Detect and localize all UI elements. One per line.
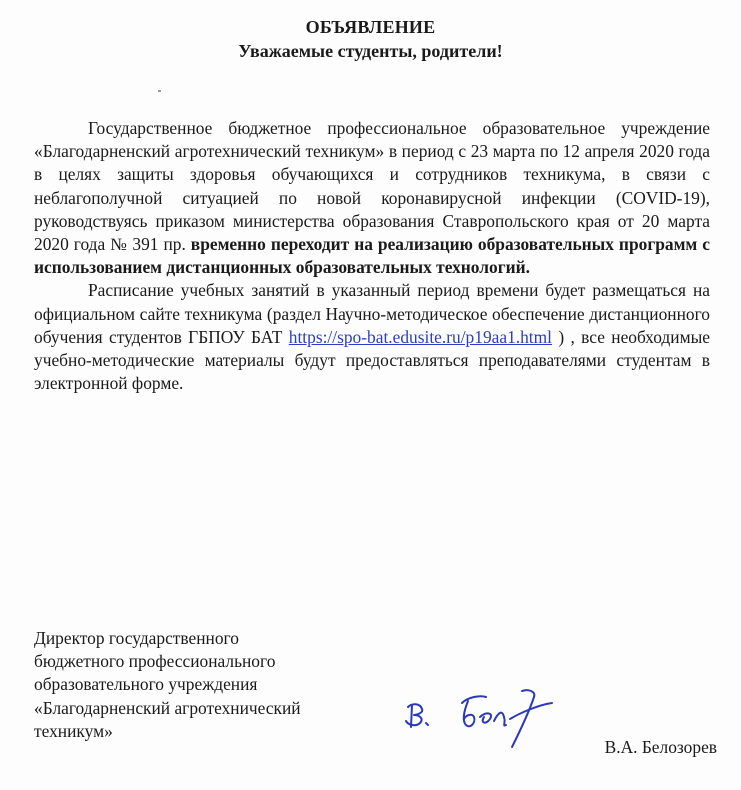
position-line: «Благодарненский агротехнический: [34, 697, 301, 718]
paragraph-1-text: Государственное бюджетное профессиональное образовательное учреждение «Благодарненский агротехнический техникум» в период с 23 марта по 12 апреля 2020 года в целях защиты здоровья обучающихся и сотрудников техникума, в связи с неблагополучной ситуацией по новой коронавирусной инфекции (COVID-19), руководствуясь приказом министерства образования Ставропольского края от 20 марта 2020 года № 391 пр.: [34, 118, 710, 255]
paragraph-1: [34, 117, 710, 279]
paragraph-2-text-end: ) , все необходимые учебно-методические материалы будут предоставляться преподавателями студентам в электронной форме.: [34, 326, 710, 394]
paragraph-2-text: Расписание учебных занятий в указанный период времени будет размещаться на официальном сайте техникума (раздел Научно-методическое обеспечение дистанционного обучения студентов ГБПОУ БАТ: [34, 280, 710, 347]
signer-name: В.А. Белозорев: [604, 737, 717, 757]
position-line: образовательного учреждения: [34, 674, 258, 695]
paragraph-2: [34, 279, 710, 395]
paragraph-1-bold-text: временно переходит на реализацию образовательных программ с использованием дистанционных образовательных технологий.: [34, 234, 710, 278]
announcement-subtitle: Уважаемые студенты, родители!: [238, 41, 503, 61]
scan-speck: [158, 90, 161, 92]
position-line: Директор государственного: [34, 628, 239, 648]
position-line: бюджетного профессионального: [34, 651, 276, 672]
schedule-link[interactable]: https://spo-bat.edusite.ru/p19aa1.html: [288, 326, 553, 347]
announcement-body: [34, 117, 710, 395]
handwritten-signature: [402, 683, 582, 753]
position-line: техникум»: [34, 720, 113, 741]
announcement-title: ОБЪЯВЛЕНИЕ: [305, 17, 436, 37]
director-position: [34, 627, 374, 743]
